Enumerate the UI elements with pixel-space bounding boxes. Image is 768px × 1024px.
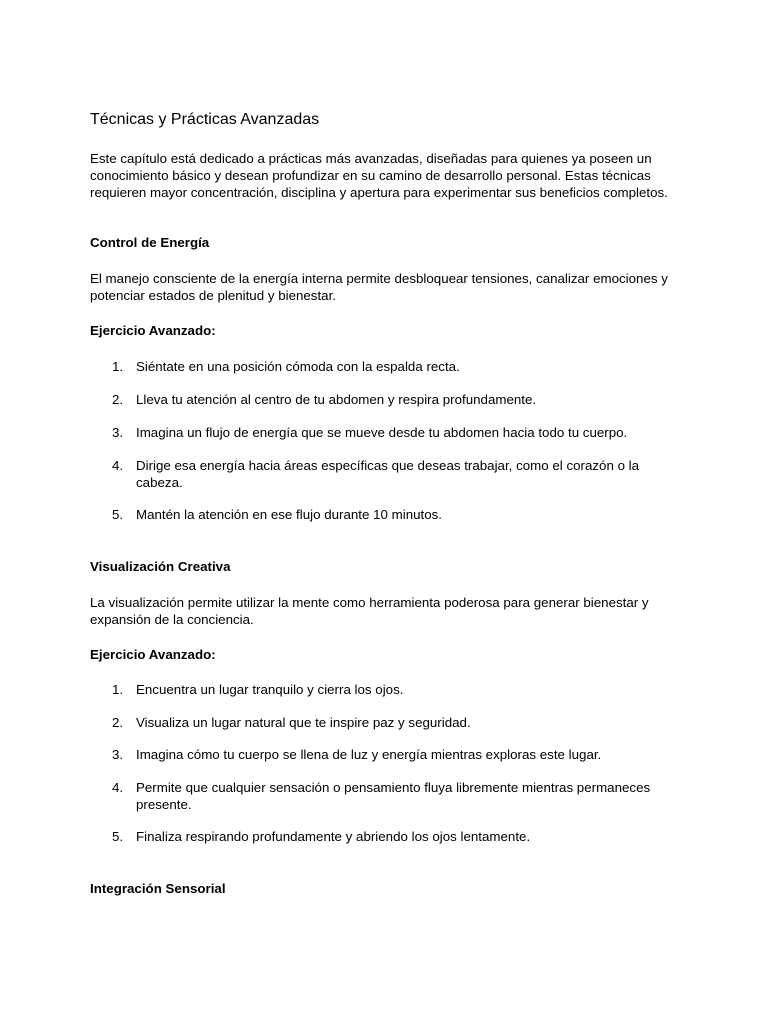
list-number: 5. xyxy=(112,507,124,522)
exercise-heading: Ejercicio Avanzado: xyxy=(90,323,216,338)
list-item-text: Visualiza un lugar natural que te inspire paz y seguridad. xyxy=(136,715,471,730)
list-number: 1. xyxy=(112,682,124,697)
list-item-text: Finaliza respirando profundamente y abriendo los ojos lentamente. xyxy=(136,829,531,844)
list-number: 4. xyxy=(112,458,124,473)
list-item-text: Siéntate en una posición cómoda con la espalda recta. xyxy=(136,359,460,374)
list-item xyxy=(112,358,672,375)
list-number: 2. xyxy=(112,715,124,730)
exercise-heading: Ejercicio Avanzado: xyxy=(90,647,216,662)
list-item xyxy=(112,457,672,491)
section-heading-control-energia: Control de Energía xyxy=(90,235,210,250)
list-item-text: Mantén la atención en ese flujo durante 10 minutos. xyxy=(136,507,443,522)
list-item xyxy=(112,714,672,731)
list-item-text: Imagina un flujo de energía que se mueve desde tu abdomen hacia todo tu cuerpo. xyxy=(136,425,628,440)
list-number: 5. xyxy=(112,829,124,844)
list-number: 2. xyxy=(112,392,124,407)
list-item xyxy=(112,779,672,813)
list-number: 3. xyxy=(112,747,124,762)
list-number: 1. xyxy=(112,359,124,374)
list-item-text: Permite que cualquier sensación o pensamiento fluya libremente mientras permaneces presente. xyxy=(136,780,651,812)
list-item-text: Lleva tu atención al centro de tu abdomen y respira profundamente. xyxy=(136,392,537,407)
list-item-text: Imagina cómo tu cuerpo se llena de luz y energía mientras exploras este lugar. xyxy=(136,747,602,762)
list-item xyxy=(112,828,672,845)
list-item-text: Dirige esa energía hacia áreas específicas que deseas trabajar, como el corazón o la cabeza. xyxy=(136,458,640,490)
list-item-text: Encuentra un lugar tranquilo y cierra los ojos. xyxy=(136,682,404,697)
section-paragraph: El manejo consciente de la energía interna permite desbloquear tensiones, canalizar emociones y potenciar estados de plenitud y bienestar. xyxy=(90,271,668,303)
section-paragraph: La visualización permite utilizar la mente como herramienta poderosa para generar bienestar y expansión de la conciencia. xyxy=(90,595,649,627)
list-item xyxy=(112,746,672,763)
list-item xyxy=(112,506,672,523)
list-item xyxy=(112,681,672,698)
section-heading-integracion-sensorial: Integración Sensorial xyxy=(90,881,226,896)
list-item xyxy=(112,424,672,441)
list-item xyxy=(112,391,672,408)
list-number: 4. xyxy=(112,780,124,795)
section-heading-visualizacion-creativa: Visualización Creativa xyxy=(90,559,231,574)
document-title: Técnicas y Prácticas Avanzadas xyxy=(90,111,320,128)
intro-paragraph: Este capítulo está dedicado a prácticas más avanzadas, diseñadas para quienes ya poseen un conocimiento básico y desean profundizar en su camino de desarrollo personal. Estas técnicas requieren mayor concentración, disciplina y apertura para experimentar sus beneficios completos. xyxy=(90,151,668,200)
list-number: 3. xyxy=(112,425,124,440)
